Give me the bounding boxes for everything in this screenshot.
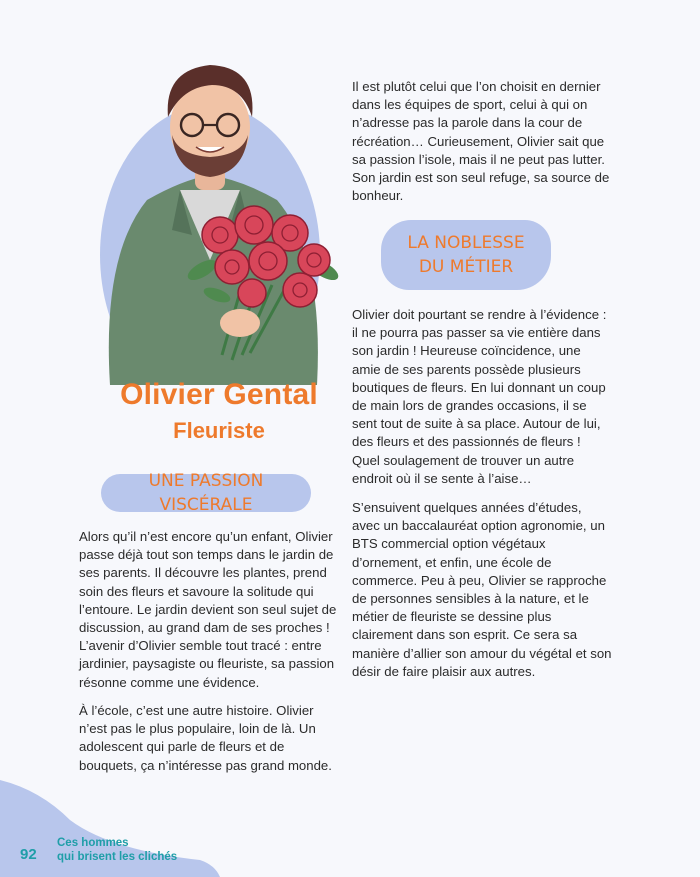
heading-noblesse-line1: LA NOBLESSE	[407, 233, 525, 253]
footer-title-line1: Ces hommes	[57, 837, 129, 849]
paragraph-school: À l’école, c’est une autre histoire. Olivier n’est pas le plus populaire, loin de là. Un adolescent qui parle de fleurs et de bouquets, ça n’intéresse pas grand monde.	[79, 703, 332, 773]
paragraph-refuge: Il est plutôt celui que l’on choisit en dernier dans les équipes de sport, celui à qui on n’adresse pas la parole dans la cour de récréation… Curieusement, Olivier sait que sa passion l’isole, mais il ne peut pas lutter. Son jardin est son seul refuge, sa source de bonheur.	[352, 79, 610, 204]
paragraph-evidence: Olivier doit pourtant se rendre à l’évidence : il ne pourra pas passer sa vie entière dans son jardin ! Heureuse coïncidence, une amie de ses parents possède plusieurs boutiques de fleurs. En lui donnant un coup de main lors de grandes occasions, il se sent tout de suite à sa place. Autour de lui, des fleurs et des passionnés de fleurs ! Quel soulagement de trouver un autre endroit où il se sente à l’aise…	[352, 307, 607, 486]
heading-passion-text: UNE PASSION VISCÉRALE	[148, 471, 264, 515]
footer-book-title	[57, 836, 177, 864]
person-name: Olivier Gental	[120, 378, 318, 411]
paragraph-studies: S’ensuivent quelques années d’études, avec un baccalauréat option agronomie, un BTS commercial option végétaux d’ornement, et enfin, une école de commerce. Peu à peu, Olivier se rapproche de personnes sensibles à la nature, et le métier de fleuriste se dessine plus clairement dans son esprit. Ce sera sa manière d’allier son amour du végétal et son désir de faire plaisir aux autres.	[352, 500, 612, 679]
heading-noblesse	[381, 220, 551, 290]
person-job: Fleuriste	[173, 418, 265, 443]
heading-passion	[101, 471, 311, 515]
page-number: 92	[20, 846, 37, 863]
footer-title-line2: qui brisent les clichés	[57, 851, 178, 863]
heading-noblesse-line2: DU MÉTIER	[418, 257, 514, 277]
florist-illustration	[92, 55, 342, 385]
paragraph-childhood: Alors qu’il n’est encore qu’un enfant, Olivier passe déjà tout son temps dans le jardin de ses parents. Il découvre les plantes, prend soin des fleurs et savoure la solitude qui l’entoure. Le jardin devient son seul sujet de discussion, au grand dam de ses proches ! L’avenir d’Olivier semble tout tracé : entre jardinier, paysagiste ou fleuriste, sa passion résonne comme une évidence.	[79, 529, 337, 690]
